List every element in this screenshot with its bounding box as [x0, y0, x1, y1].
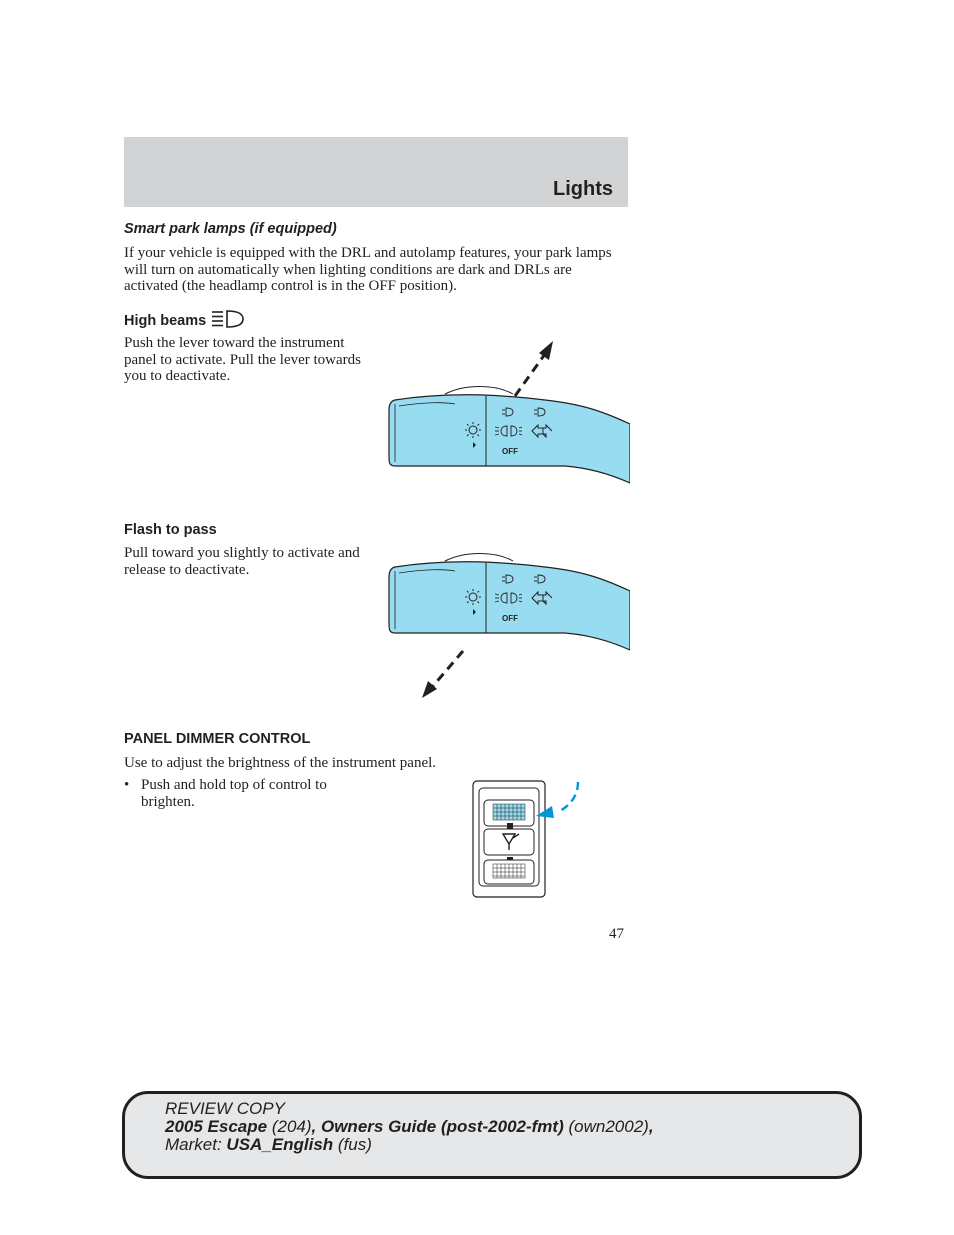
panel-dimmer-heading: PANEL DIMMER CONTROL — [124, 731, 311, 747]
panel-dimmer-illustration — [470, 778, 585, 900]
high-beams-heading: High beams — [124, 313, 207, 329]
high-beams-lever-illustration — [385, 338, 630, 488]
footer-market: USA_English — [226, 1135, 334, 1154]
lever-off-label: OFF — [502, 447, 518, 456]
direction-arrow-icon — [515, 341, 553, 396]
panel-dimmer-bullets — [124, 777, 374, 810]
list-item: • Push and hold top of control to brighten. — [124, 777, 374, 810]
review-copy-footer — [122, 1091, 862, 1179]
footer-market-code: (fus) — [337, 1135, 372, 1154]
footer-guide: Owners Guide (post-2002-fmt) — [320, 1117, 564, 1136]
smart-park-heading: Smart park lamps (if equipped) — [124, 221, 337, 237]
flash-to-pass-heading: Flash to pass — [124, 522, 217, 538]
section-title: Lights — [553, 178, 613, 200]
high-beams-heading-row — [124, 311, 244, 331]
footer-text: REVIEW COPY 2005 Escape (204), Owners Guide (post-2002-fmt) (own2002), Market: USA_English (fus) — [165, 1099, 654, 1154]
high-beam-icon — [210, 309, 244, 334]
section-header-band — [124, 137, 628, 207]
flash-to-pass-lever-illustration — [385, 505, 630, 705]
direction-arrow-icon — [422, 651, 463, 698]
footer-model-code: (204) — [271, 1117, 312, 1136]
footer-review-copy: REVIEW COPY — [165, 1099, 285, 1118]
smart-park-body: If your vehicle is equipped with the DRL and autolamp features, your park lamps will turn on automatically when lighting conditions are dark and DRLs are activated (the headlamp control is in the OFF position). — [124, 245, 612, 294]
panel-dimmer-body: Use to adjust the brightness of the instrument panel. — [124, 755, 437, 771]
high-beams-body: Push the lever toward the instrument panel to activate. Pull the lever towards you to deactivate. — [124, 335, 362, 384]
footer-market-label: Market: — [165, 1135, 222, 1154]
lever-off-label: OFF — [502, 614, 518, 623]
flash-to-pass-body: Pull toward you slightly to activate and release to deactivate. — [124, 545, 360, 578]
footer-model: 2005 Escape — [165, 1117, 268, 1136]
footer-guide-code: (own2002) — [568, 1117, 649, 1136]
page-number: 47 — [609, 926, 624, 942]
